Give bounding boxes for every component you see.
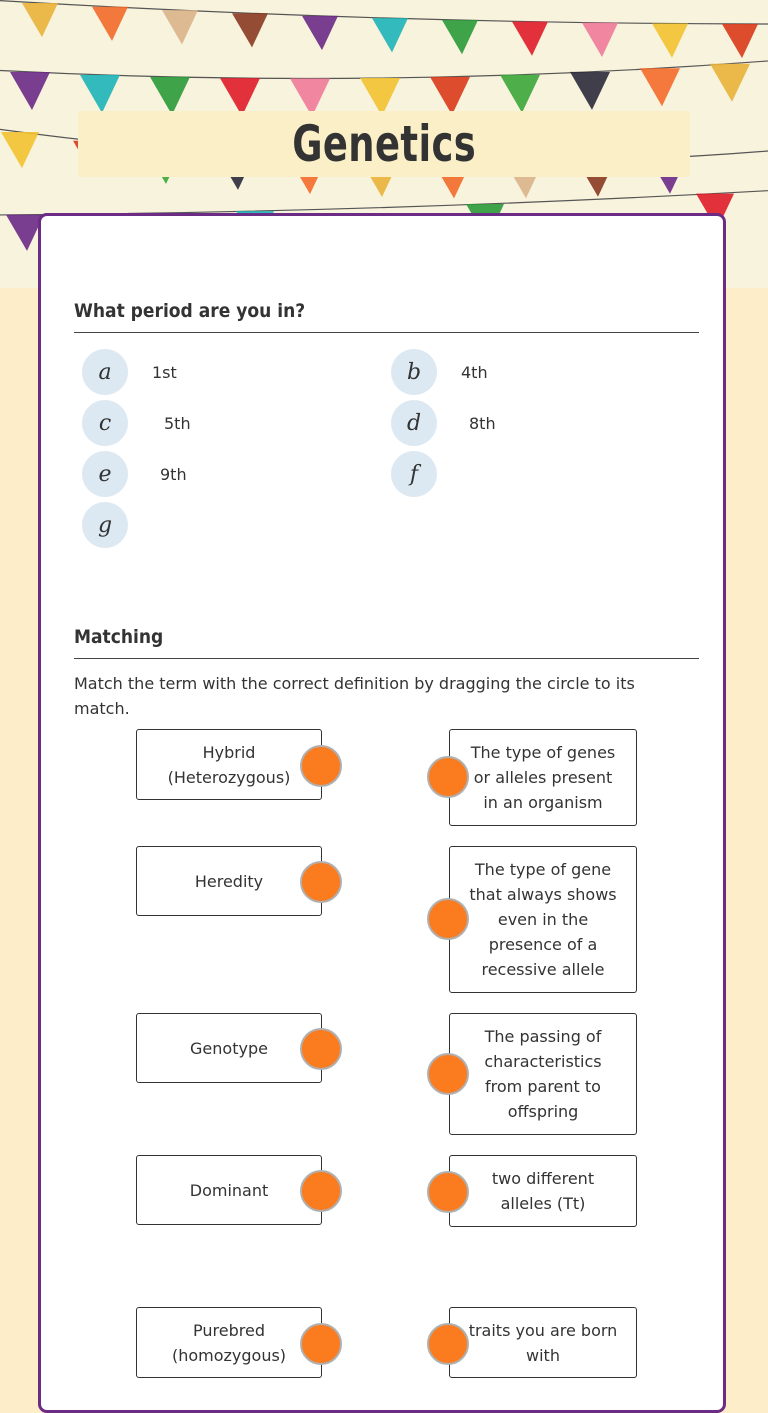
definition-drop-target-2[interactable] [427, 898, 469, 940]
match-term-label: Dominant [189, 1180, 269, 1200]
option-letter-f[interactable]: f [391, 451, 437, 497]
match-term-4[interactable] [136, 1155, 322, 1225]
term-drag-handle-4[interactable] [300, 1170, 342, 1212]
option-d[interactable] [391, 400, 496, 446]
bunting-flag [162, 10, 198, 44]
term-drag-handle-3[interactable] [300, 1028, 342, 1070]
bunting-flag [92, 7, 128, 41]
term-drag-handle-2[interactable] [300, 861, 342, 903]
match-term-5[interactable] [136, 1307, 322, 1378]
bunting-flag [232, 13, 268, 47]
bunting-flag [302, 16, 338, 50]
question-title-matching: Matching [74, 626, 699, 659]
bunting-flag [710, 64, 750, 102]
page-title: Genetics [292, 115, 476, 173]
match-term-label: Purebred (homozygous) [171, 1320, 287, 1365]
bunting-flag [22, 3, 58, 37]
bunting-flag [150, 77, 190, 115]
option-letter-g[interactable]: g [82, 502, 128, 548]
term-drag-handle-1[interactable] [300, 745, 342, 787]
match-definition-text: The type of gene that always shows even in the presence of a recessive allele [469, 860, 617, 979]
match-definition-text: traits you are born with [468, 1320, 618, 1365]
bunting-flag [430, 77, 470, 115]
option-a[interactable] [82, 349, 177, 395]
match-term-1[interactable] [136, 729, 322, 800]
option-letter-e[interactable]: e [82, 451, 128, 497]
match-term-label: Hybrid (Heterozygous) [167, 742, 291, 787]
match-definition-text: two different alleles (Tt) [491, 1169, 595, 1213]
worksheet-card [38, 213, 726, 1413]
bunting-flag [582, 23, 618, 57]
option-text-d: 8th [469, 413, 496, 433]
option-text-b: 4th [461, 362, 488, 382]
option-text-c: 5th [164, 413, 191, 433]
definition-drop-target-3[interactable] [427, 1053, 469, 1095]
match-definition-text: The passing of characteristics from parent to offspring [484, 1027, 602, 1121]
bunting-flag [512, 22, 548, 56]
bunting-flag [80, 75, 120, 113]
option-b[interactable] [391, 349, 488, 395]
option-text-a: 1st [152, 362, 177, 382]
option-letter-a[interactable]: a [82, 349, 128, 395]
question-title-period: What period are you in? [74, 300, 699, 333]
match-term-label: Heredity [194, 871, 264, 891]
option-e[interactable] [82, 451, 187, 497]
match-term-label: Genotype [190, 1038, 268, 1058]
option-c[interactable] [82, 400, 191, 446]
bunting-flag [10, 72, 50, 110]
definition-drop-target-4[interactable] [427, 1171, 469, 1213]
bunting-flag [1, 132, 39, 168]
match-definition-1[interactable] [449, 729, 637, 826]
option-letter-c[interactable]: c [82, 400, 128, 446]
title-box [78, 111, 690, 177]
bunting-flag [372, 18, 408, 52]
match-definition-4[interactable] [449, 1155, 637, 1227]
term-drag-handle-5[interactable] [300, 1323, 342, 1365]
match-term-3[interactable] [136, 1013, 322, 1083]
match-definition-2[interactable] [449, 846, 637, 993]
definition-drop-target-5[interactable] [427, 1323, 469, 1365]
bunting-flag [570, 72, 610, 110]
definition-drop-target-1[interactable] [427, 756, 469, 798]
bunting-flag [442, 20, 478, 54]
option-f[interactable] [391, 451, 461, 497]
bunting-string [0, 190, 768, 215]
option-text-e: 9th [160, 464, 187, 484]
bunting-flag [500, 75, 540, 113]
option-letter-b[interactable]: b [391, 349, 437, 395]
option-g[interactable] [82, 502, 152, 548]
matching-instruction: Match the term with the correct definition by dragging the circle to its match. [74, 674, 635, 718]
bunting-flag [652, 24, 688, 58]
match-definition-text: The type of genes or alleles present in an organism [470, 743, 616, 812]
match-definition-5[interactable] [449, 1307, 637, 1378]
bunting-flag [722, 24, 758, 58]
option-letter-d[interactable]: d [391, 400, 437, 446]
match-definition-3[interactable] [449, 1013, 637, 1135]
bunting-flag [640, 68, 680, 106]
match-term-2[interactable] [136, 846, 322, 916]
